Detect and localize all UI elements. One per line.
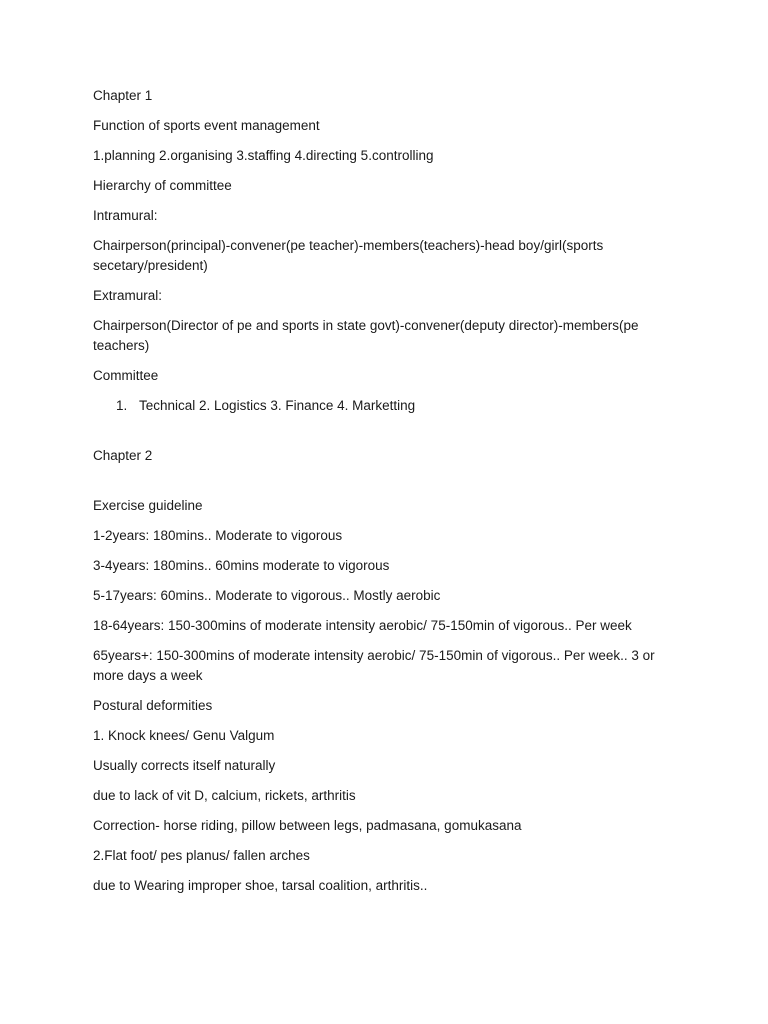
list-item bbox=[93, 396, 683, 416]
paragraph: Chapter 1 bbox=[93, 88, 153, 103]
paragraph: 18-64years: 150-300mins of moderate intensity aerobic/ 75-150min of vigorous.. Per week bbox=[93, 618, 632, 633]
paragraph: Function of sports event management bbox=[93, 118, 320, 133]
paragraph: 1-2years: 180mins.. Moderate to vigorous bbox=[93, 528, 343, 543]
document-page bbox=[93, 86, 683, 906]
paragraph: 2.Flat foot/ pes planus/ fallen arches bbox=[93, 848, 310, 863]
paragraph: Usually corrects itself naturally bbox=[93, 758, 276, 773]
paragraph: Extramural: bbox=[93, 288, 163, 303]
paragraph: 65years+: 150-300mins of moderate intensity aerobic/ 75-150min of vigorous.. Per week.. 3 or more days a week bbox=[93, 648, 655, 683]
paragraph: 1. Knock knees/ Genu Valgum bbox=[93, 728, 275, 743]
paragraph: Exercise guideline bbox=[93, 498, 203, 513]
numbered-list bbox=[93, 396, 683, 416]
paragraph: Chairperson(principal)-convener(pe teacher)-members(teachers)-head boy/girl(sports secetary/president) bbox=[93, 238, 604, 273]
list-item-number: 1. bbox=[116, 398, 128, 413]
paragraph: 5-17years: 60mins.. Moderate to vigorous.. Mostly aerobic bbox=[93, 588, 441, 603]
paragraph: Correction- horse riding, pillow between legs, padmasana, gomukasana bbox=[93, 818, 522, 833]
paragraph: Chairperson(Director of pe and sports in state govt)-convener(deputy director)-members(pe teachers) bbox=[93, 318, 639, 353]
list-item-text: Technical 2. Logistics 3. Finance 4. Marketting bbox=[139, 398, 416, 413]
paragraph: 3-4years: 180mins.. 60mins moderate to vigorous bbox=[93, 558, 390, 573]
paragraph: Hierarchy of committee bbox=[93, 178, 232, 193]
paragraph: Chapter 2 bbox=[93, 448, 153, 463]
paragraph: Intramural: bbox=[93, 208, 158, 223]
paragraph: 1.planning 2.organising 3.staffing 4.directing 5.controlling bbox=[93, 148, 434, 163]
paragraph: Committee bbox=[93, 368, 159, 383]
blank-line bbox=[93, 426, 683, 446]
paragraph: Postural deformities bbox=[93, 698, 213, 713]
blank-line bbox=[93, 476, 683, 496]
paragraph: due to Wearing improper shoe, tarsal coalition, arthritis.. bbox=[93, 878, 428, 893]
paragraph: due to lack of vit D, calcium, rickets, arthritis bbox=[93, 788, 356, 803]
